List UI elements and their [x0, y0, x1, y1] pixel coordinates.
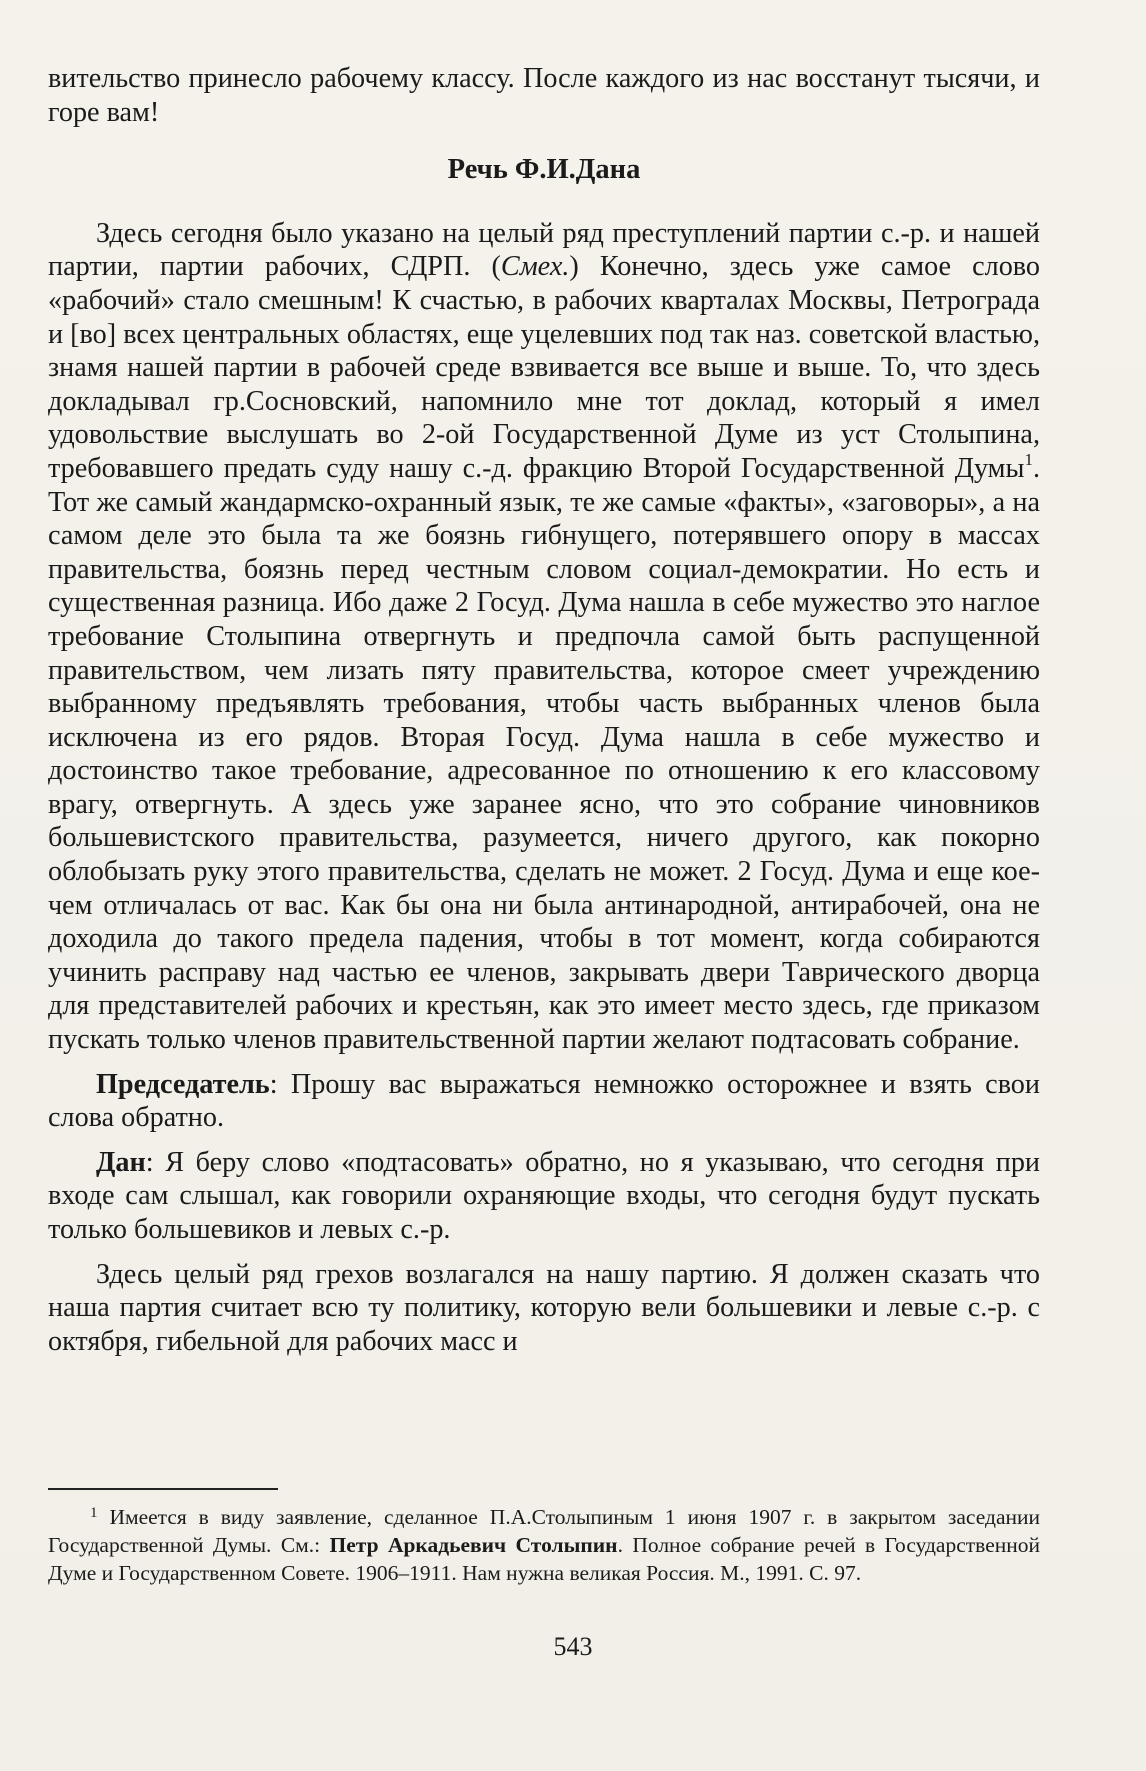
speech-heading: Речь Ф.И.Дана	[447, 154, 641, 186]
para1-text-c: . Тот же самый жандармско-охранный язык, те же самые «факты», «заговоры», а на самом деле это была та же боязнь гибнущего, потерявшего опору в массах правительства, боязнь перед честным словом социал-демократии. Но есть и существенная разница. Ибо даже 2 Госуд. Дума нашла в себе мужество это наглое требование Столыпина отвергнуть и предпочла самой быть распущенной правительством, чем лизать пяту правительства, которое смеет учреждению выбранному предъявлять требования, чтобы часть выбранных членов была исключена из его рядов. Вторая Госуд. Дума нашла в себе мужество и достоинство такое требование, адресованное по отношению к его классовому врагу, отвергнуть. А здесь уже заранее ясно, что это собрание чиновников большевистского правительства, разумеется, ничего другого, как покорно облобызать руку этого правительства, сделать не может. 2 Госуд. Дума и еще кое-чем отличалась от вас. Как бы она ни была антинародной, антирабочей, она не доходила до такого предела падения, чтобы в тот момент, когда собираются учинить расправу над частью ее членов, закрывать двери Таврического дворца для представителей рабочих и крестьян, как это имеет место здесь, где приказом пускать только членов правительственной партии желают подтасовать собрание.	[48, 452, 1040, 1056]
chairman-text: : Прошу вас выражаться немножко осторожнее и взять свои слова обратно.	[48, 1068, 1040, 1134]
footnote-author: Петр Аркадьевич Столыпин	[329, 1532, 618, 1557]
continued-paragraph: вительство принесло рабочему классу. После каждого из нас восстанут тысячи, и горе вам!	[48, 63, 1040, 128]
main-text-column	[48, 62, 1040, 1358]
dan-paragraph	[48, 1146, 1040, 1247]
footnote	[48, 1504, 1040, 1587]
speech-paragraph-1	[48, 217, 1040, 1057]
footnote-text-b: . Полное собрание речей в Государственной Думе и Государственном Совете. 1906–1911. Нам нужна великая Россия. М., 1991. С. 97.	[48, 1532, 1041, 1585]
footnote-text-a: Имеется в виду заявление, сделанное П.А.Столыпиным 1 июня 1907 г. в закрытом заседании Государственной Думы. См.:	[48, 1505, 1040, 1557]
stage-direction: Смех.	[500, 251, 570, 283]
dan-text: : Я беру слово «подтасовать» обратно, но я указываю, что сегодня при входе сам слышал, как говорили охраняющие входы, что сегодня будут пускать только большевиков и левых с.-р.	[48, 1146, 1040, 1245]
para1-text-b: ) Конечно, здесь уже самое слово «рабочий» стало смешным! К счастью, в рабочих кварталах Москвы, Петрограда и [во] всех центральных областях, еще уцелевших под так наз. советской властью, знамя нашей партии в рабочей среде взвивается все выше и выше. То, что здесь докладывал гр.Сосновский, напомнило мне тот доклад, который я имел удовольствие выслушать во 2-ой Государственной Думе из уст Столыпина, требовавшего предать суду нашу с.-д. фракцию Второй Государственной Думы	[48, 251, 1040, 484]
speaker-dan: Дан	[96, 1146, 146, 1178]
speaker-chairman: Председатель	[96, 1068, 270, 1100]
speech-paragraph-4: Здесь целый ряд грехов возлагался на нашу партию. Я должен сказать что наша партия считает всю ту политику, которую вели большевики и левые с.-р. с октября, гибельной для рабочих масс и	[48, 1258, 1040, 1357]
footnote-marker[interactable]: 1	[1024, 449, 1033, 469]
footnote-divider	[48, 1488, 278, 1490]
footnote-text	[48, 1504, 1040, 1587]
chairman-paragraph	[48, 1068, 1040, 1135]
footnote-number: 1	[90, 1505, 98, 1521]
page-number: 543	[553, 1632, 593, 1661]
para1-text-a: Здесь сегодня было указано на целый ряд преступлений партии с.-р. и нашей партии, партии рабочих, СДРП. (	[48, 217, 1040, 283]
